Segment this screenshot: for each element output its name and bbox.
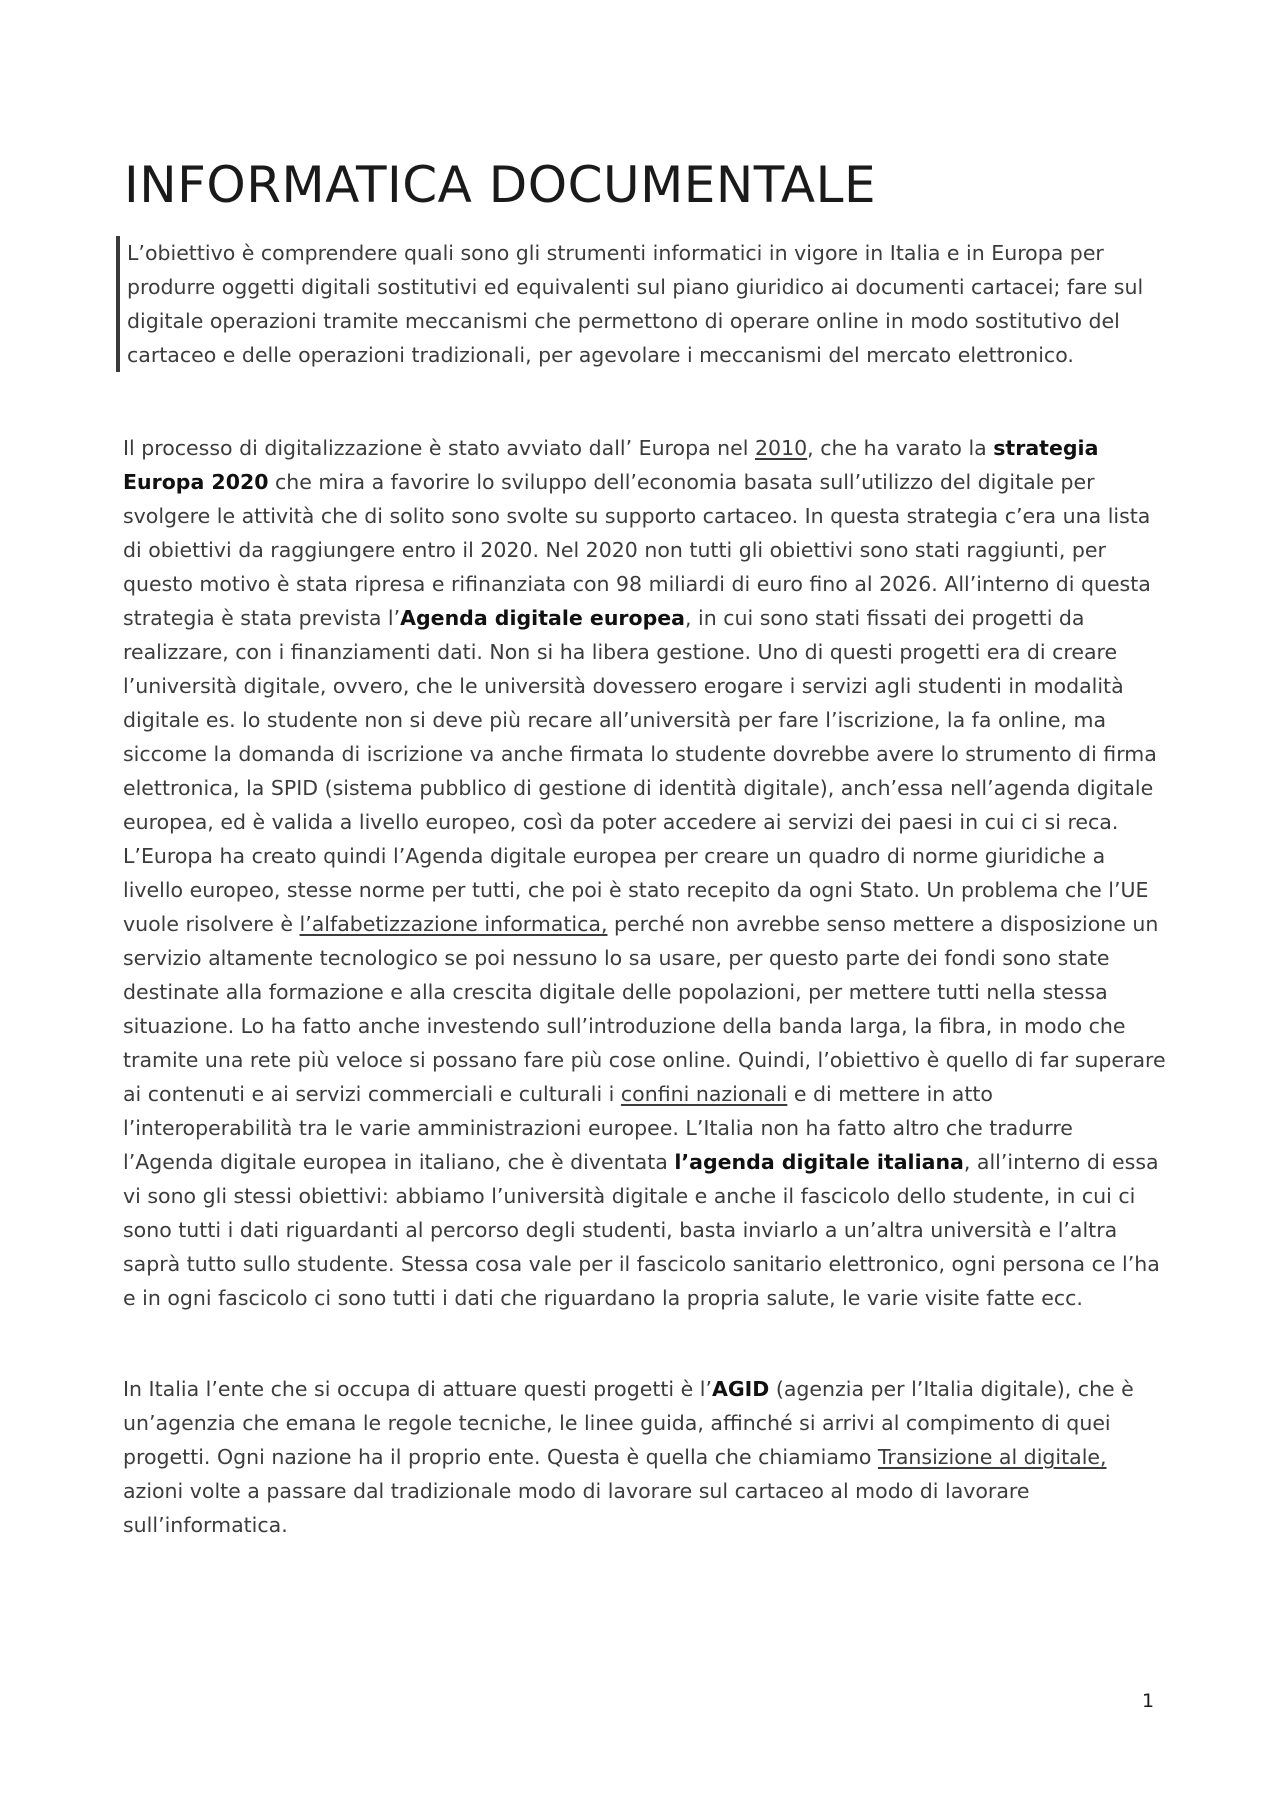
page-title: INFORMATICA DOCUMENTALE bbox=[124, 156, 877, 214]
p1-text-1: Il processo di digitalizzazione è stato avviato dall’ Europa nel bbox=[123, 436, 755, 460]
intro-quote: L’obiettivo è comprendere quali sono gli strumenti informatici in vigore in Italia e in Europa per produrre oggetti digitali sostitutivi ed equivalenti sul piano giuridico ai documenti cartacei; fare sul digitale operazioni tramite meccanismi che permettono di operare online in modo sostitutivo del cartaceo e delle operazioni tradizionali, per agevolare i meccanismi del mercato elettronico. bbox=[116, 236, 1183, 372]
p2-text-2: (agenzia per l’Italia digitale), che è un’agenzia che emana le regole tecniche, le linee guida, affinché si arrivi al compimento di quei progetti. Ogni nazione ha il proprio ente. Questa è quella che chiamiamo bbox=[123, 1377, 1134, 1469]
agid-term: AGID bbox=[711, 1377, 770, 1401]
p2-text-3: azioni volte a passare dal tradizionale modo di lavorare sul cartaceo al modo di lavorare sull’informatica. bbox=[123, 1479, 1030, 1537]
p2-text-1: In Italia l’ente che si occupa di attuare questi progetti è l’ bbox=[123, 1377, 712, 1401]
alfabetizzazione-informatica: l’alfabetizzazione informatica, bbox=[299, 912, 608, 936]
p1-text-7: , all’interno di essa vi sono gli stessi obiettivi: abbiamo l’università digitale e anche il fascicolo dello studente, in cui ci sono tutti i dati riguardanti al percorso degli studenti, basta inviarlo a un’altra università e l’altra saprà tutto sullo studente. Stessa cosa vale per il fascicolo sanitario elettronico, ogni persona ce l’ha e in ogni fascicolo ci sono tutti i dati che riguardano la propria salute, le varie visite fatte ecc. bbox=[123, 1150, 1160, 1310]
strategia-europa-2020: strategia Europa 2020 bbox=[123, 436, 1099, 494]
p1-text-2: , che ha varato la bbox=[807, 436, 994, 460]
confini-nazionali: confini nazionali bbox=[620, 1082, 788, 1106]
p1-text-3: che mira a favorire lo sviluppo dell’economia basata sull’utilizzo del digitale per svolgere le attività che di solito sono svolte su supporto cartaceo. In questa strategia c’era una lista di obiettivi da raggiungere entro il 2020. Nel 2020 non tutti gli obiettivi sono stati raggiunti, per questo motivo è stata ripresa e rifinanziata con 98 miliardi di euro fino al 2026. All’interno di questa strategia è stata prevista l’ bbox=[123, 470, 1151, 630]
agenda-digitale-europea: Agenda digitale europea bbox=[400, 606, 686, 630]
transizione-al-digitale: Transizione al digitale, bbox=[877, 1445, 1107, 1469]
p1-text-4: , in cui sono stati fissati dei progetti da realizzare, con i finanziamenti dati. Non si ha libera gestione. Uno di questi progetti era di creare l’università digitale, ovvero, che le università dovessero erogare i servizi agli studenti in modalità digitale es. lo studente non si deve più recare all’università per fare l’iscrizione, la fa online, ma siccome la domanda di iscrizione va anche firmata lo studente dovrebbe avere lo strumento di firma elettronica, la SPID (sistema pubblico di gestione di identità digitale), anch’essa nell’agenda digitale europea, ed è valida a livello europeo, così da poter accedere ai servizi dei paesi in cui ci si reca. L’Europa ha creato quindi l’Agenda digitale europea per creare un quadro di norme giuridiche a livello europeo, stesse norme per tutti, che poi è stato recepito da ogni Stato. Un problema che l’UE vuole risolvere è bbox=[123, 606, 1157, 936]
agenda-digitale-italiana: l’agenda digitale italiana bbox=[674, 1150, 964, 1174]
p1-text-5: perché non avrebbe senso mettere a disposizione un servizio altamente tecnologico se poi nessuno lo sa usare, per questo parte dei fondi sono state destinate alla formazione e alla crescita digitale delle popolazioni, per mettere tutti nella stessa situazione. Lo ha fatto anche investendo sull’introduzione della banda larga, la fibra, in modo che tramite una rete più veloce si possano fare più cose online. Quindi, l’obiettivo è quello di far superare ai contenuti e ai servizi commerciali e culturali i bbox=[123, 912, 1166, 1106]
year-2010: 2010 bbox=[755, 436, 808, 460]
p1-text-6: e di mettere in atto l’interoperabilità tra le varie amministrazioni europee. L’Italia non ha fatto altro che tradurre l’Agenda digitale europea in italiano, che è diventata bbox=[123, 1082, 1073, 1174]
paragraph-agid bbox=[123, 1372, 1168, 1542]
page-number: 1 bbox=[1142, 1690, 1155, 1712]
paragraph-digitalizzazione bbox=[123, 431, 1168, 1315]
